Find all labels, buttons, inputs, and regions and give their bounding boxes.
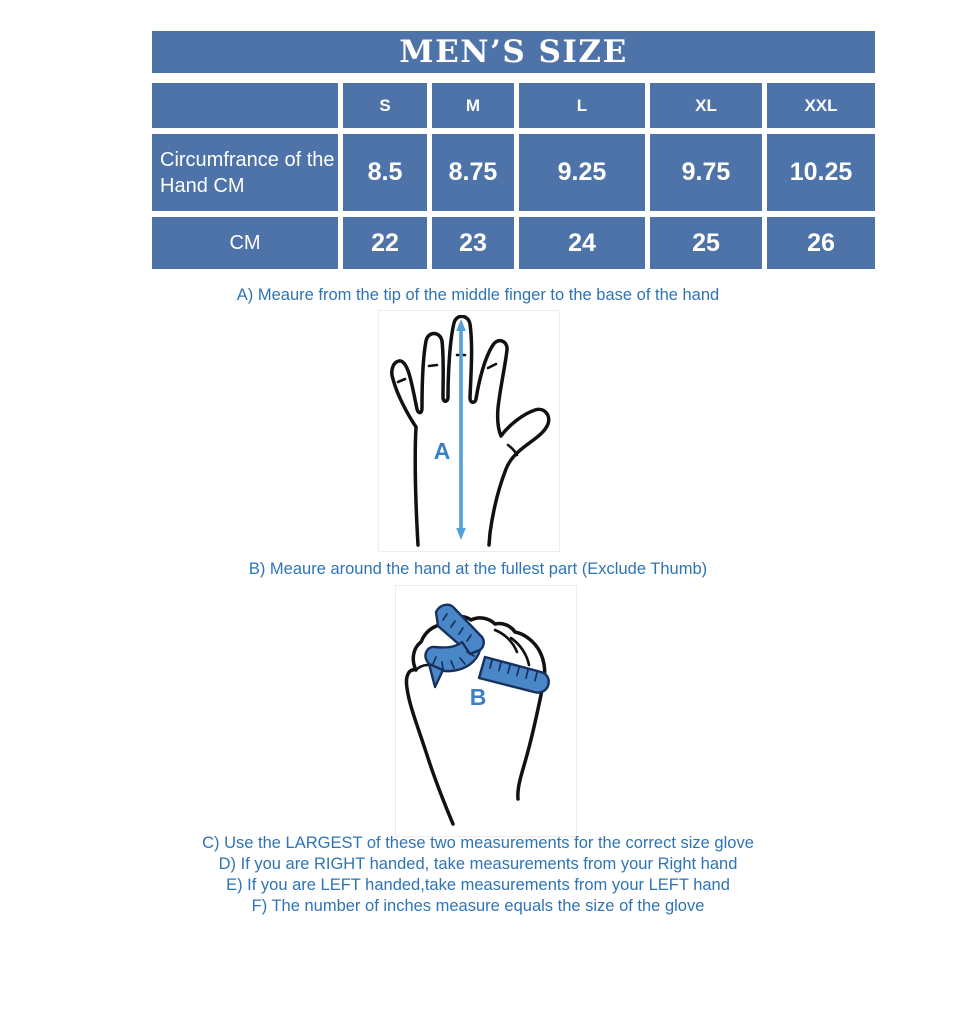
ring-knuckle-mark [429,365,437,366]
size-header-l: L [519,83,645,128]
instructions-c-f [0,833,956,917]
figure-a-label: A [433,438,451,464]
row-label-cm: CM [152,217,338,269]
hand-length-figure [378,310,560,552]
cm-value-xl: 25 [650,217,762,269]
fist-illustration [399,590,571,830]
cm-value-s: 22 [343,217,427,269]
size-header-xxl: XXL [767,83,875,128]
instruction-b: B) Meaure around the hand at the fullest part (Exclude Thumb) [248,560,708,578]
instruction-e: E) If you are LEFT handed,take measurements from your LEFT hand [226,876,730,894]
cm-value-xxl: 26 [767,217,875,269]
size-header-s: S [343,83,427,128]
cm-value-m: 23 [432,217,514,269]
hand-circumference-figure [395,585,577,837]
circumference-value-l: 9.25 [519,134,645,211]
instruction-c: C) Use the LARGEST of these two measurements for the correct size glove [202,834,754,852]
circumference-value-s: 8.5 [343,134,427,211]
row-label-circumference: Circumfrance of the Hand CM [152,134,338,211]
instruction-f: F) The number of inches measure equals the size of the glove [251,897,705,915]
size-header-xl: XL [650,83,762,128]
size-header-m: M [432,83,514,128]
table-title: MEN’S SIZE [152,31,875,73]
instruction-a: A) Meaure from the tip of the middle finger to the base of the hand [236,286,720,304]
instruction-d: D) If you are RIGHT handed, take measurements from your Right hand [218,855,738,873]
table-grid [152,83,875,269]
open-hand-illustration [384,315,554,547]
circumference-value-m: 8.75 [432,134,514,211]
figure-b-label: B [469,684,487,710]
table-corner-cell [152,83,338,128]
mens-size-table [152,31,875,269]
cm-value-l: 24 [519,217,645,269]
circumference-value-xl: 9.75 [650,134,762,211]
circumference-value-xxl: 10.25 [767,134,875,211]
hand-outline [392,316,549,545]
